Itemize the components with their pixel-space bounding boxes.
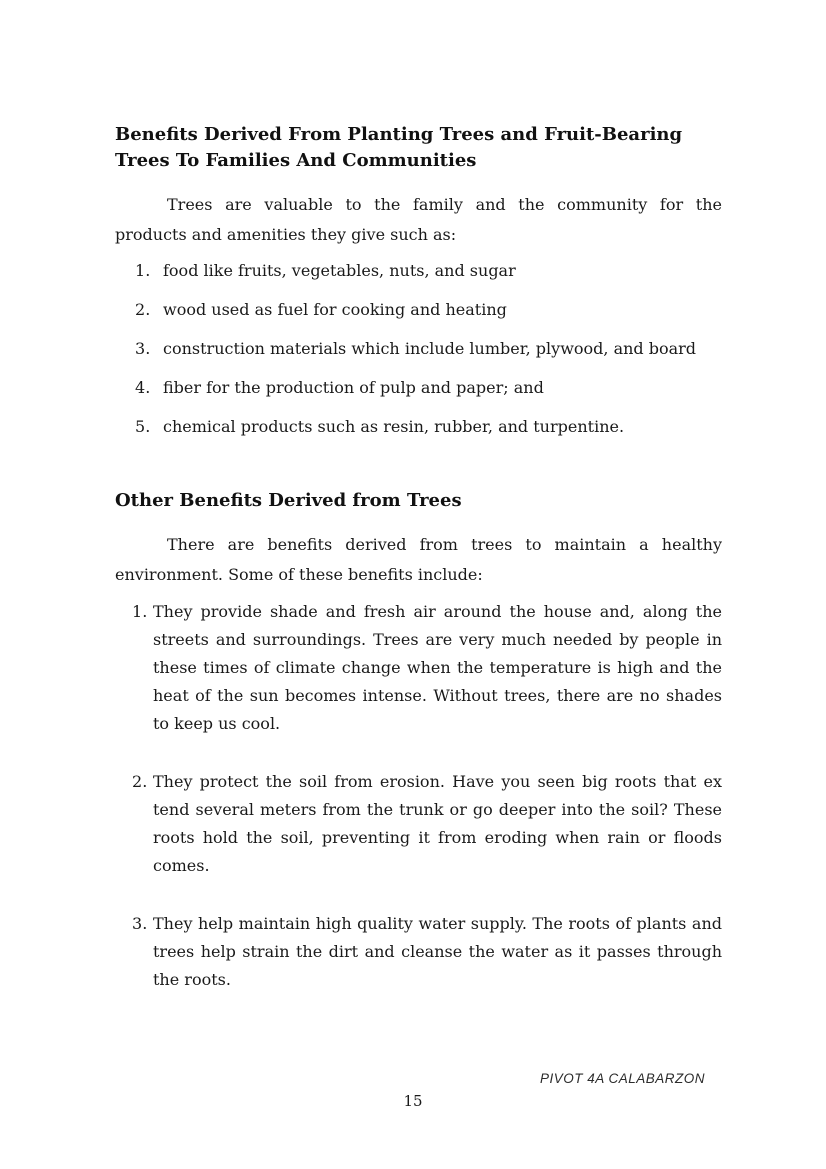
list-item: They protect the soil from erosion. Have you seen big roots that ex tend several meters from the trunk or go deeper into the soil? These roots hold the soil, preventing it from eroding when rain or floods comes.: [153, 772, 722, 875]
list-item: chemical products such as resin, rubber, and turpentine.: [163, 417, 625, 436]
section1-intro-paragraph: Trees are valuable to the family and the community for the products and amenities they give such as:: [115, 195, 722, 244]
other-benefits-list: [115, 598, 722, 994]
page-number: 15: [403, 1092, 423, 1110]
footer-brand: PIVOT 4A CALABARZON: [539, 1071, 705, 1086]
list-item: fiber for the production of pulp and paper; and: [163, 378, 544, 397]
list-item: wood used as fuel for cooking and heating: [163, 300, 507, 319]
section2-heading: Other Benefits Derived from Trees: [115, 490, 462, 511]
list-item: construction materials which include lumber, plywood, and board: [163, 339, 697, 358]
list-item: They provide shade and fresh air around the house and, along the streets and surroundings. Trees are very much needed by people in these times of climate change when the temperature is high and the heat of the sun becomes intense. Without trees, there are no shades to keep us cool.: [153, 602, 722, 733]
tree-products-list: [115, 258, 722, 440]
list-item: They help maintain high quality water supply. The roots of plants and trees help strain the dirt and cleanse the water as it passes through the roots.: [153, 914, 722, 989]
list-item: food like fruits, vegetables, nuts, and sugar: [163, 261, 516, 280]
section1-heading: Benefits Derived From Planting Trees and Fruit-Bearing Trees To Families And Communities: [115, 124, 683, 171]
section2-intro-paragraph: There are benefits derived from trees to maintain a healthy environment. Some of these benefits include:: [115, 535, 722, 584]
